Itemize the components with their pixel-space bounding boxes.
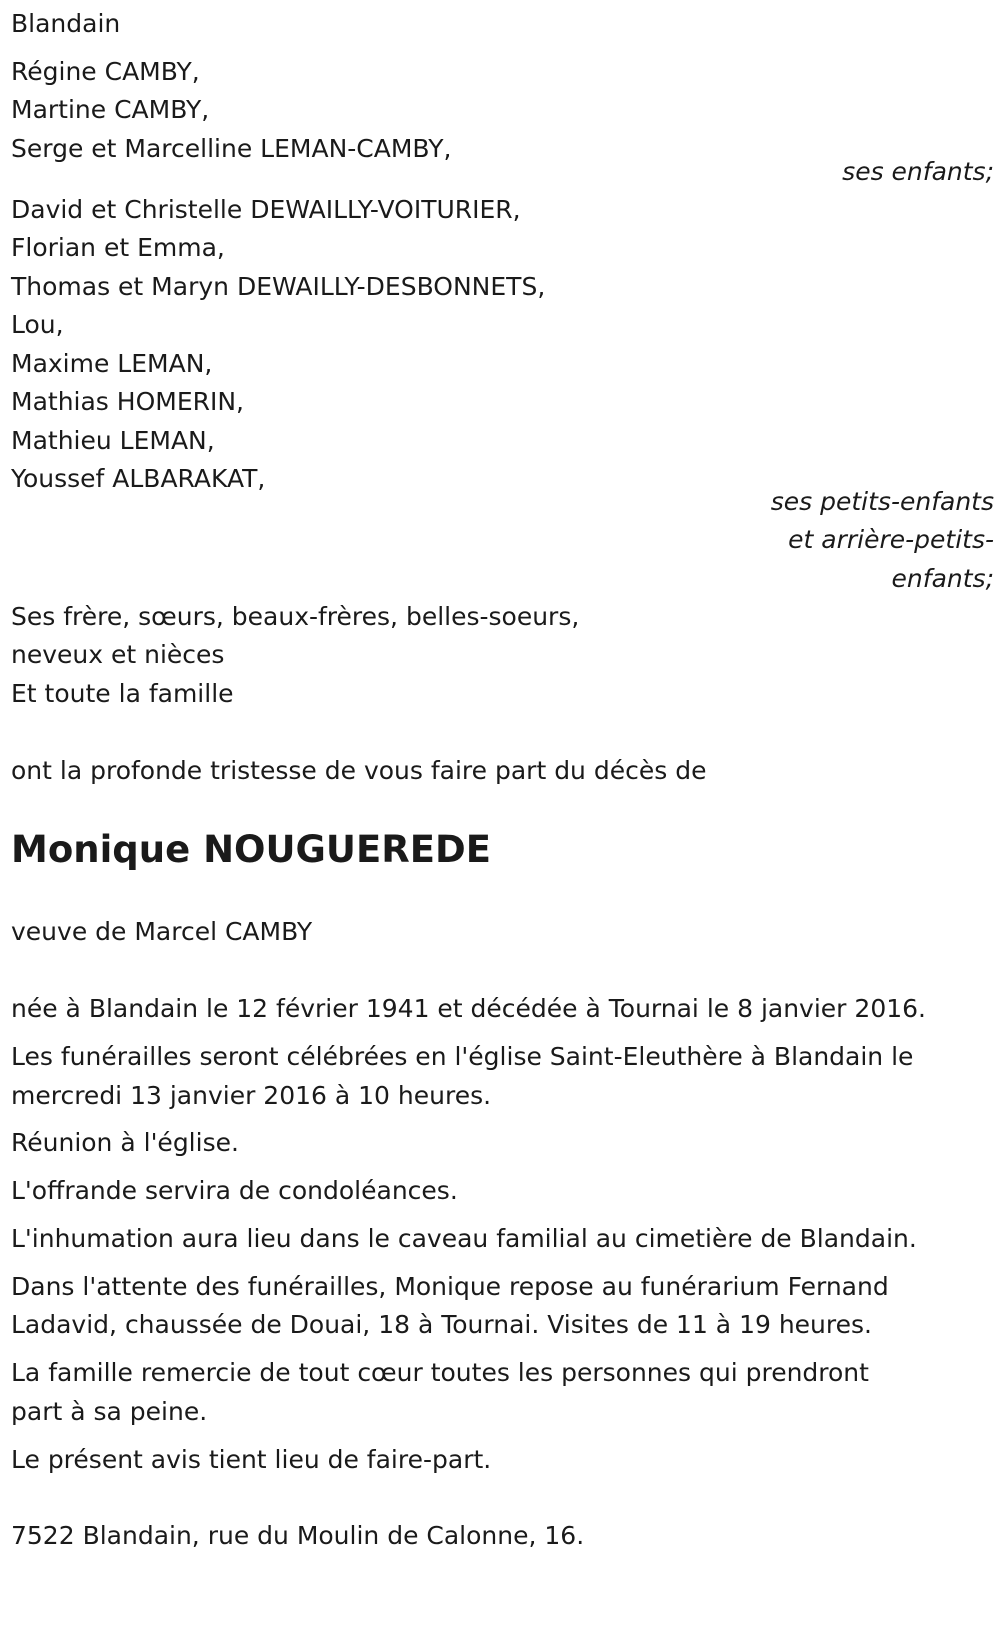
- deceased-name: Monique NOUGUEREDE: [11, 828, 491, 871]
- burial: L'inhumation aura lieu dans le caveau familial au cimetière de Blandain.: [11, 1224, 917, 1253]
- meeting: Réunion à l'église.: [11, 1128, 239, 1157]
- offering: L'offrande servira de condoléances.: [11, 1176, 458, 1205]
- grandchild-name: Youssef ALBARAKAT,: [11, 464, 266, 493]
- family-line: Et toute la famille: [11, 679, 234, 708]
- grandchildren-role-line: ses petits-enfants: [770, 487, 994, 516]
- funeral-line: Les funérailles seront célébrées en l'église Saint-Eleuthère à Blandain le: [11, 1042, 914, 1071]
- child-name: Régine CAMBY,: [11, 57, 200, 86]
- grandchild-name: Maxime LEMAN,: [11, 349, 213, 378]
- family-line: Ses frère, sœurs, beaux-frères, belles-soeurs,: [11, 602, 580, 631]
- thanks-line: La famille remercie de tout cœur toutes les personnes qui prendront: [11, 1358, 869, 1387]
- grandchildren-role-line: enfants;: [891, 564, 994, 593]
- child-name: Martine CAMBY,: [11, 95, 210, 124]
- grandchild-name: Lou,: [11, 310, 64, 339]
- children-role: ses enfants;: [842, 157, 994, 186]
- grandchild-name: Mathias HOMERIN,: [11, 387, 245, 416]
- grandchild-name: David et Christelle DEWAILLY-VOITURIER,: [11, 195, 521, 224]
- thanks-line: part à sa peine.: [11, 1397, 208, 1426]
- announcement: ont la profonde tristesse de vous faire part du décès de: [11, 756, 707, 785]
- visitation-line: Ladavid, chaussée de Douai, 18 à Tournai. Visites de 11 à 19 heures.: [11, 1310, 872, 1339]
- child-name: Serge et Marcelline LEMAN-CAMBY,: [11, 134, 452, 163]
- grandchild-name: Thomas et Maryn DEWAILLY-DESBONNETS,: [11, 272, 546, 301]
- place-header: Blandain: [11, 9, 121, 38]
- grandchild-name: Florian et Emma,: [11, 233, 225, 262]
- address: 7522 Blandain, rue du Moulin de Calonne, 16.: [11, 1521, 585, 1550]
- funeral-line: mercredi 13 janvier 2016 à 10 heures.: [11, 1081, 492, 1110]
- notice: Le présent avis tient lieu de faire-part.: [11, 1445, 492, 1474]
- grandchild-name: Mathieu LEMAN,: [11, 426, 215, 455]
- birth-death: née à Blandain le 12 février 1941 et décédée à Tournai le 8 janvier 2016.: [11, 994, 926, 1023]
- widow-of: veuve de Marcel CAMBY: [11, 917, 313, 946]
- family-line: neveux et nièces: [11, 640, 225, 669]
- visitation-line: Dans l'attente des funérailles, Monique repose au funérarium Fernand: [11, 1272, 889, 1301]
- grandchildren-role-line: et arrière-petits-: [788, 525, 994, 554]
